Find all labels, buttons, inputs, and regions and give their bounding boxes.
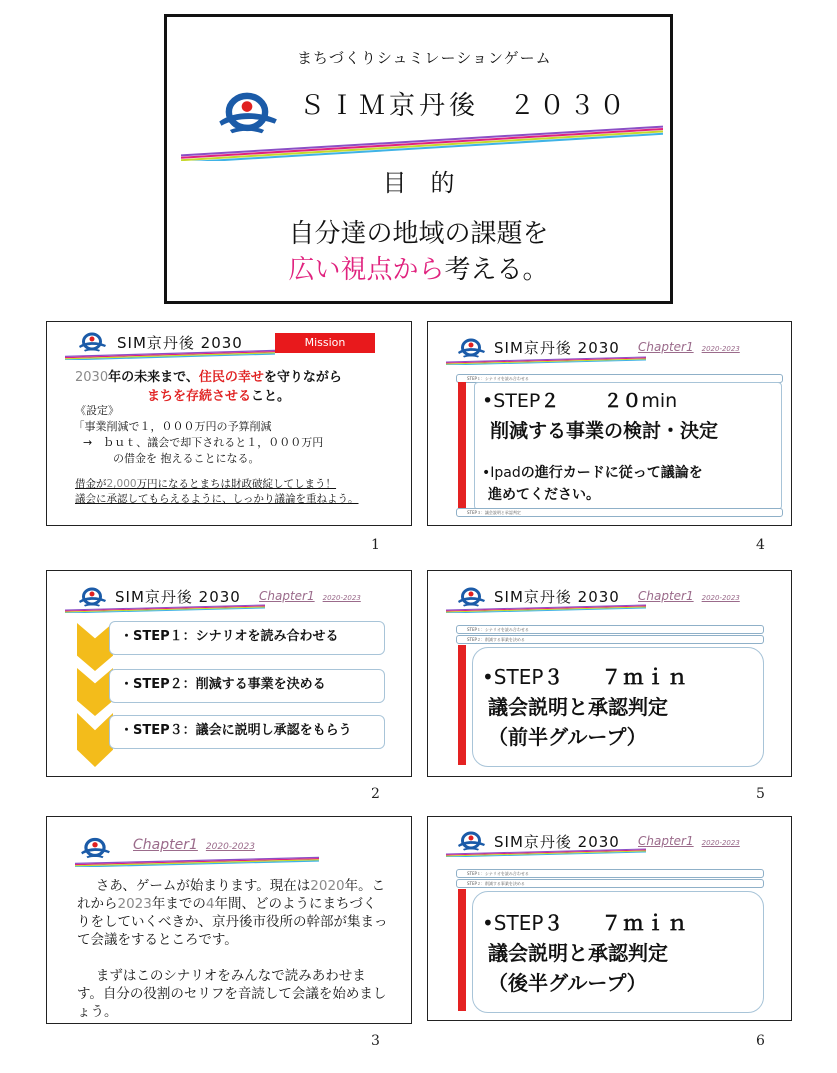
step-bar-1: STEP１：シナリオを読み合わせる (456, 869, 764, 878)
title-stripes (181, 121, 663, 161)
scenario-paragraph-1: さあ、ゲームが始まります。現在は2020年。これから2023年までの4年間、どのようにまちづくりをしていくべきか、京丹後市役所の幹部が集まって会議をするところです。 (77, 878, 388, 948)
header-stripes (75, 855, 319, 867)
step-bar-bottom: STEP３：議会説明と承認判定 (456, 508, 783, 517)
step-bar-2: STEP２：削減する事業を決める (456, 879, 764, 888)
slide-6 (427, 816, 792, 1021)
progress-bar (458, 382, 466, 508)
mission-line-1: 2030年の未来まで、住民の幸せを守りながら (75, 370, 342, 385)
step-title: 削減する事業の検討・決定 (490, 420, 719, 442)
step-bar-top: STEP１：シナリオを読み合わせる (456, 374, 783, 383)
page-number-1: 1 (371, 537, 380, 553)
header-stripes (446, 847, 646, 857)
chevron-step-1-icon (77, 623, 113, 671)
progress-bar (458, 645, 466, 765)
step-heading: •STEP３ ７ｍｉｎ (482, 665, 690, 689)
slide-2 (46, 570, 412, 777)
header-title: SIM京丹後 2030 (494, 833, 620, 851)
header-stripes (446, 355, 646, 365)
header-stripes (65, 348, 275, 360)
mission-line-2: まちを存続させること。 (147, 389, 291, 404)
game-title: ＳＩＭ京丹後 ２０３０ (299, 91, 630, 121)
step-item-2: ・STEP２：削減する事業を決める (109, 669, 385, 703)
page-number-3: 3 (371, 1033, 380, 1049)
title-slide (164, 14, 673, 304)
purpose-line-2 (167, 249, 670, 286)
header-title: SIM京丹後 2030 (115, 588, 241, 606)
page-number-2: 2 (371, 786, 380, 802)
slide-1 (46, 321, 412, 526)
setting-bullet-2: → ｂｕｔ、議会で却下されると１，０００万円 (83, 436, 324, 449)
purpose-rest: 考える。 (444, 255, 549, 285)
purpose-accent: 広い視点から (288, 255, 445, 285)
step-bar-1: STEP１：シナリオを読み合わせる (456, 625, 764, 634)
setting-label: 《設定》 (75, 404, 119, 417)
slide-4 (427, 321, 792, 526)
step-title: 議会説明と承認判定 (488, 695, 668, 719)
header-stripes (446, 603, 646, 613)
step-item-3: ・STEP３：議会に説明し承認をもらう (109, 715, 385, 749)
chevron-step-2-icon (77, 668, 113, 716)
step-note-2: 進めてください。 (488, 487, 600, 503)
purpose-line-1: 自分達の地域の課題を (288, 219, 549, 249)
progress-bar (458, 889, 466, 1011)
game-subtitle: まちづくりシュミレーションゲーム (297, 49, 552, 67)
chapter-label: Chapter1 2020-2023 (638, 340, 740, 354)
step-heading: •STEP２ ２０min (482, 390, 678, 412)
header-title: SIM京丹後 2030 (494, 339, 620, 357)
chapter-label: Chapter1 2020-2023 (638, 589, 740, 603)
header-title: SIM京丹後 2030 (117, 334, 243, 352)
slide-3 (46, 816, 412, 1024)
mission-badge: Mission (275, 333, 375, 353)
step-group: （前半グループ） (488, 725, 647, 749)
header-stripes (65, 603, 265, 613)
chapter-label: Chapter1 2020-2023 (133, 837, 255, 853)
footnote-1: 借金が2,000万円になるとまちは財政破綻してしまう！ (75, 478, 337, 490)
footnote-2: 議会に承認してもらえるように、しっかり議論を重ねよう。 (75, 493, 359, 505)
chapter-label: Chapter1 2020-2023 (638, 834, 740, 848)
scenario-paragraph-2: まずはこのシナリオをみんなで読みあわせます。自分の役割のセリフを音読して会議を始めましょう。 (77, 968, 387, 1020)
page-number-5: 5 (756, 786, 765, 802)
step-bar-2: STEP２：削減する事業を決める (456, 635, 764, 644)
step-item-1: ・STEP１：シナリオを読み合わせる (109, 621, 385, 655)
step-title: 議会説明と承認判定 (488, 941, 668, 965)
step-heading: •STEP３ ７ｍｉｎ (482, 911, 690, 935)
slide-5 (427, 570, 792, 777)
setting-bullet-3: の借金を 抱えることになる。 (113, 452, 260, 465)
chevron-step-3-icon (77, 713, 113, 767)
header-title: SIM京丹後 2030 (494, 588, 620, 606)
purpose-heading: 目 的 (382, 169, 455, 197)
page-number-6: 6 (756, 1033, 765, 1049)
setting-bullet-1: ｢事業削減で１，０００万円の予算削減 (79, 420, 272, 433)
chapter-label: Chapter1 2020-2023 (259, 589, 361, 603)
page-number-4: 4 (756, 537, 765, 553)
step-note-1: •Ipadの進行カードに従って議論を (482, 465, 703, 481)
step-group: （後半グループ） (488, 971, 647, 995)
